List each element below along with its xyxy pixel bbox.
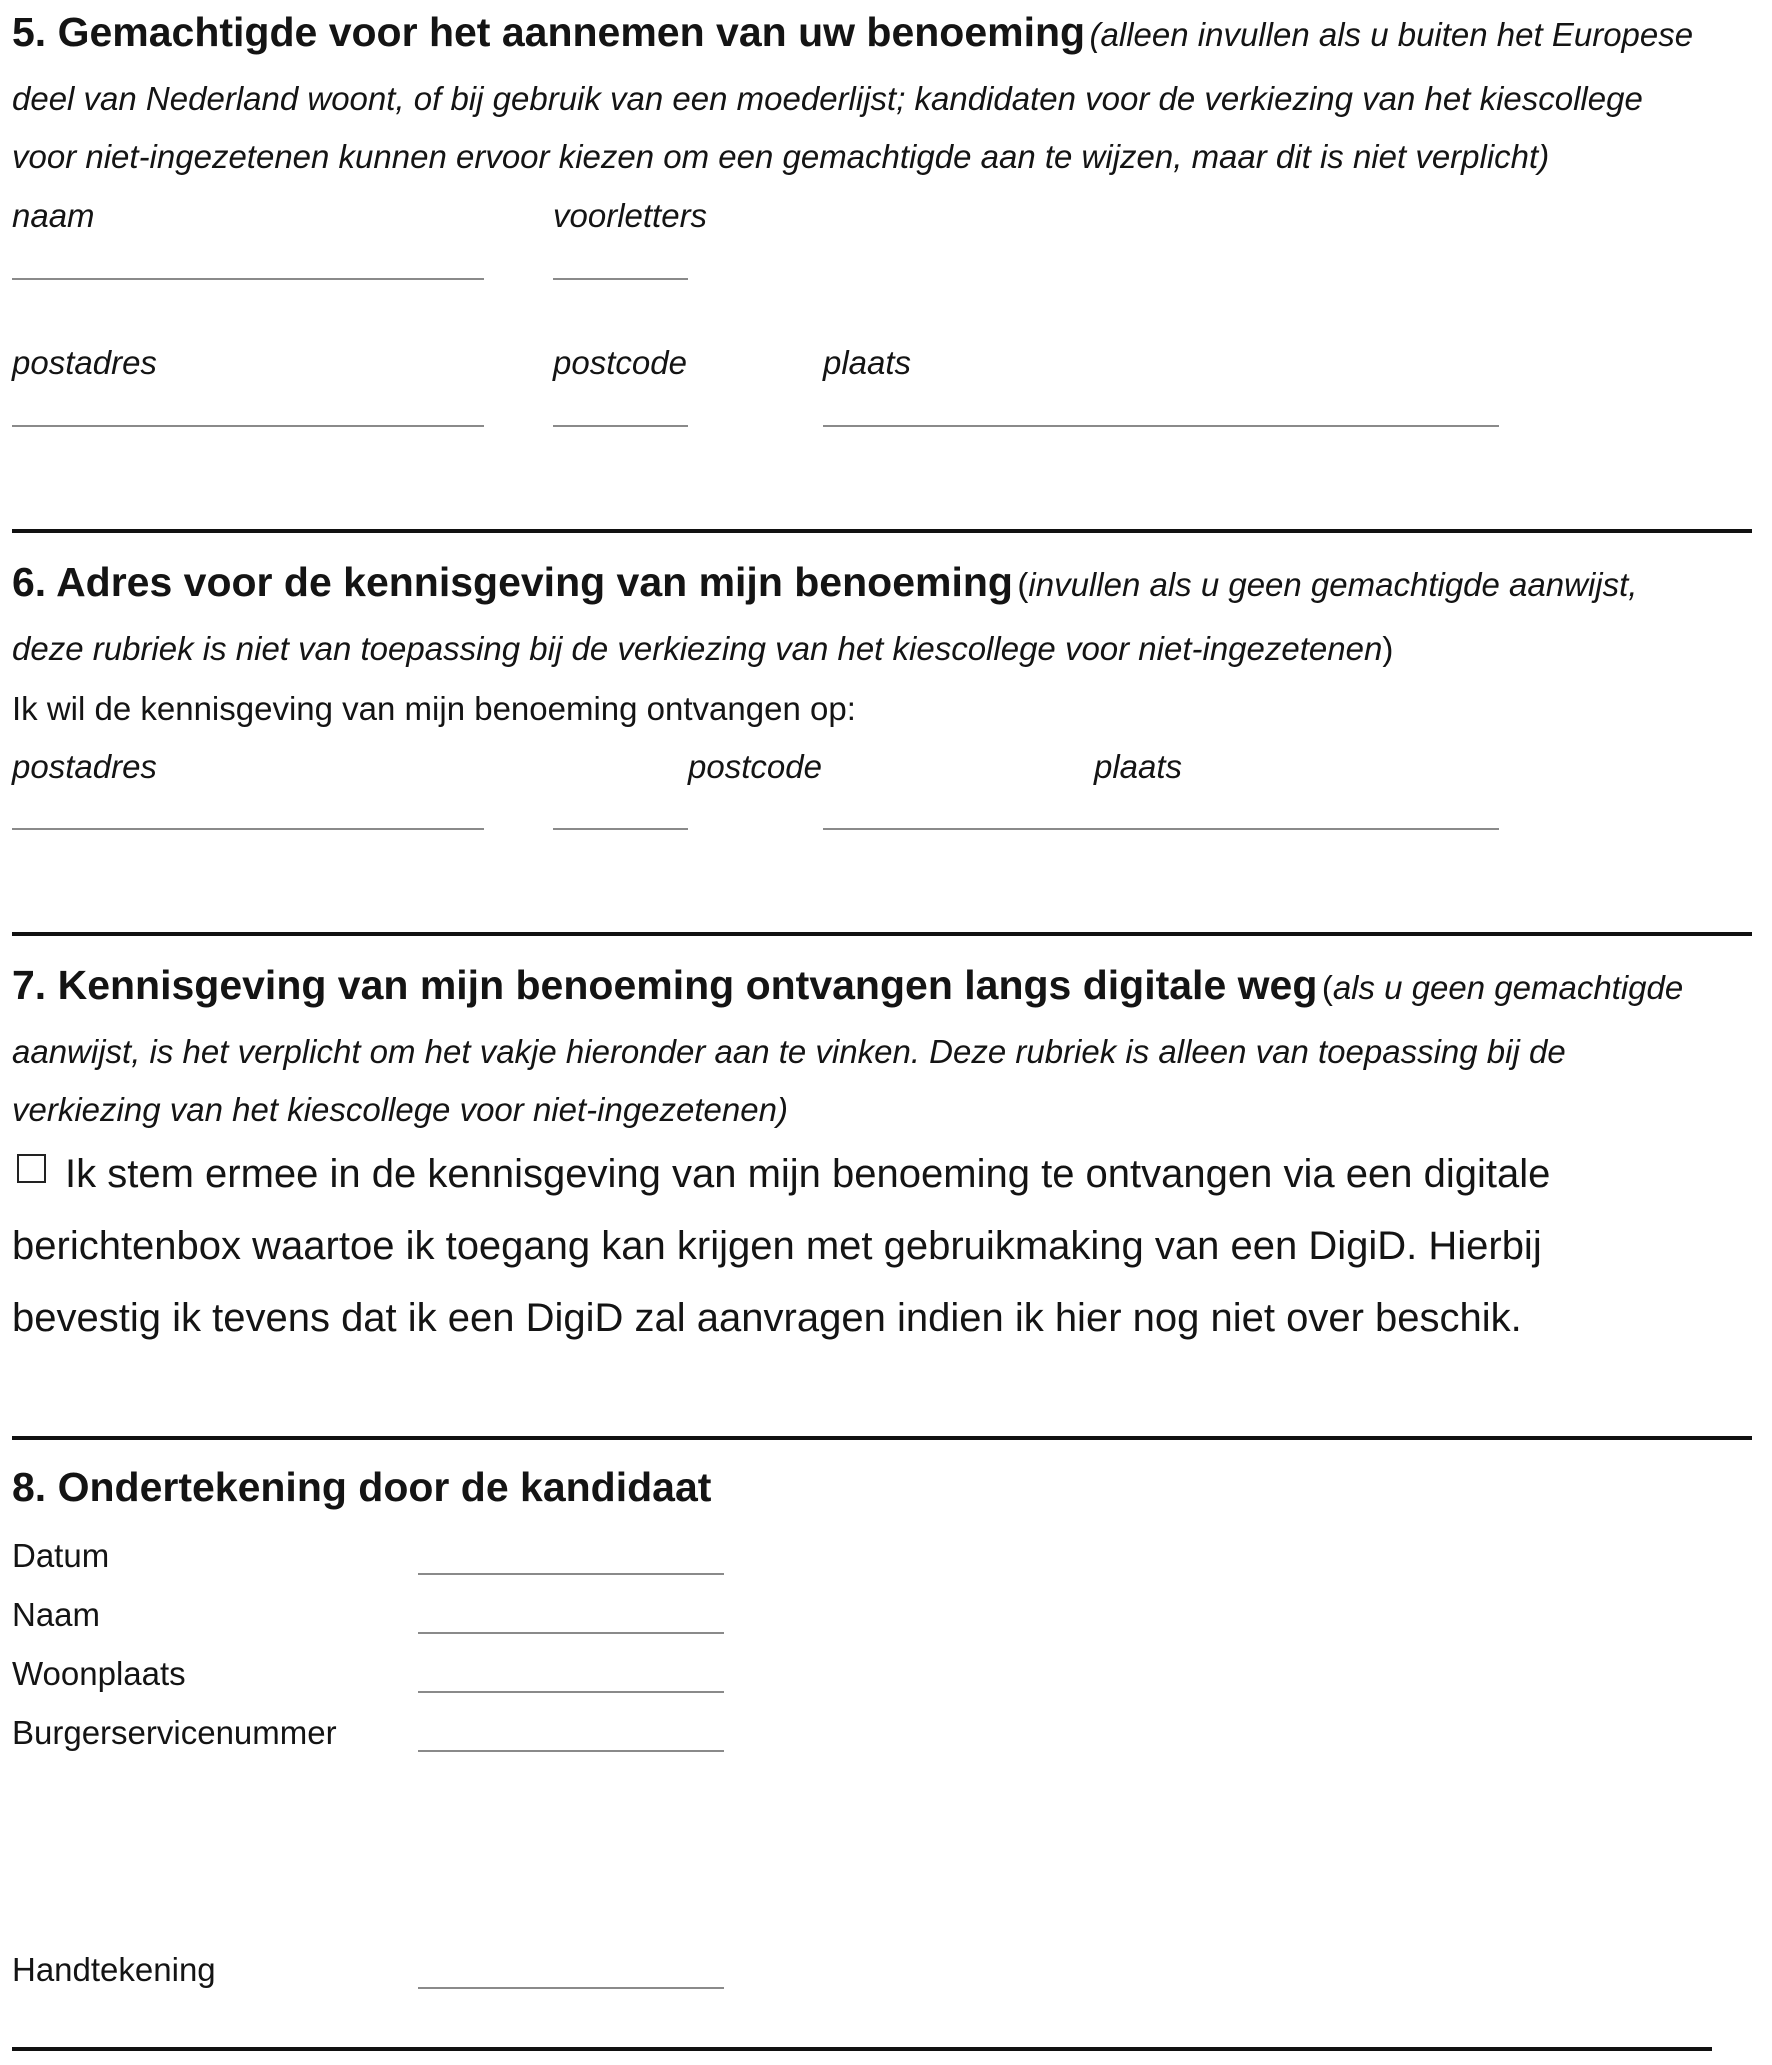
consent-text-line-1: Ik stem ermee in de kennisgeving van mijn benoeming te ontvangen via een digitale bbox=[65, 1152, 1551, 1196]
section-6-note-line-2-wrap bbox=[12, 632, 1393, 665]
section-6-note-line-2: deze rubriek is niet van toepassing bij de verkiezing van het kiescollege voor niet-ingezetenen bbox=[12, 630, 1383, 667]
section-7-note-open: ( bbox=[1321, 969, 1333, 1006]
handtekening-field[interactable] bbox=[418, 1987, 724, 1989]
postcode-field[interactable] bbox=[553, 425, 688, 427]
section-7-note-line-3: verkiezing van het kiescollege voor niet-ingezetenen) bbox=[12, 1091, 788, 1128]
woonplaats-field[interactable] bbox=[418, 1691, 724, 1693]
section-7-title: 7. Kennisgeving van mijn benoeming ontvangen langs digitale weg bbox=[12, 962, 1318, 1008]
datum-field[interactable] bbox=[418, 1573, 724, 1575]
section-divider bbox=[12, 1436, 1752, 1440]
section-6-title: 6. Adres voor de kennisgeving van mijn benoeming bbox=[12, 559, 1013, 605]
section-7-note-line-2: aanwijst, is het verplicht om het vakje hieronder aan te vinken. Deze rubriek is alleen van toepassing bij de bbox=[12, 1033, 1566, 1070]
naam-label-signature: Naam bbox=[12, 1596, 101, 1633]
datum-label: Datum bbox=[12, 1537, 110, 1574]
section-5-note: (alleen invullen als u buiten het Europese bbox=[1089, 16, 1694, 53]
plaats-field-2[interactable] bbox=[823, 828, 1499, 830]
section-6-intro: Ik wil de kennisgeving van mijn benoeming ontvangen op: bbox=[12, 690, 856, 727]
section-6-heading bbox=[12, 559, 1638, 605]
plaats-label-2: plaats bbox=[1094, 748, 1183, 785]
section-6-note-close: ) bbox=[1382, 630, 1394, 667]
bottom-divider bbox=[12, 2047, 1712, 2051]
voorletters-field[interactable] bbox=[553, 278, 688, 280]
plaats-field[interactable] bbox=[823, 425, 1499, 427]
section-8-title: 8. Ondertekening door de kandidaat bbox=[12, 1464, 712, 1510]
section-5-note-line-2: deel van Nederland woont, of bij gebruik van een moederlijst; kandidaten voor de verkiezing van het kiescollege bbox=[12, 80, 1643, 117]
postcode-label-2: postcode bbox=[688, 748, 822, 785]
plaats-label: plaats bbox=[823, 344, 912, 381]
section-5-heading bbox=[12, 9, 1694, 55]
postadres-field[interactable] bbox=[12, 425, 484, 427]
section-5-title: 5. Gemachtigde voor het aannemen van uw benoeming bbox=[12, 9, 1086, 55]
section-6-note-open: ( bbox=[1017, 566, 1029, 603]
burgerservicenummer-field[interactable] bbox=[418, 1750, 724, 1752]
postadres-label: postadres bbox=[12, 344, 157, 381]
postcode-field-2[interactable] bbox=[553, 828, 688, 830]
voorletters-label: voorletters bbox=[553, 197, 708, 234]
naam-label: naam bbox=[12, 197, 95, 234]
postcode-label: postcode bbox=[553, 344, 687, 381]
naam-field-signature[interactable] bbox=[418, 1632, 724, 1634]
section-5-note-line-3: voor niet-ingezetenen kunnen ervoor kiezen om een gemachtigde aan te wijzen, maar dit is niet verplicht) bbox=[12, 138, 1550, 175]
section-6-note: invullen als u geen gemachtigde aanwijst, bbox=[1028, 566, 1638, 603]
consent-text-line-3: bevestig ik tevens dat ik een DigiD zal aanvragen indien ik hier nog niet over beschik. bbox=[12, 1296, 1522, 1340]
digital-consent-checkbox[interactable] bbox=[17, 1154, 46, 1183]
consent-text-line-2: berichtenbox waartoe ik toegang kan krijgen met gebruikmaking van een DigiD. Hierbij bbox=[12, 1224, 1542, 1268]
handtekening-label: Handtekening bbox=[12, 1951, 216, 1988]
postadres-label-2: postadres bbox=[12, 748, 157, 785]
postadres-field-2[interactable] bbox=[12, 828, 484, 830]
woonplaats-label: Woonplaats bbox=[12, 1655, 186, 1692]
section-7-note: als u geen gemachtigde bbox=[1332, 969, 1684, 1006]
section-divider bbox=[12, 932, 1752, 936]
burgerservicenummer-label: Burgerservicenummer bbox=[12, 1714, 337, 1751]
section-divider bbox=[12, 529, 1752, 533]
section-7-heading bbox=[12, 962, 1684, 1008]
naam-field[interactable] bbox=[12, 278, 484, 280]
